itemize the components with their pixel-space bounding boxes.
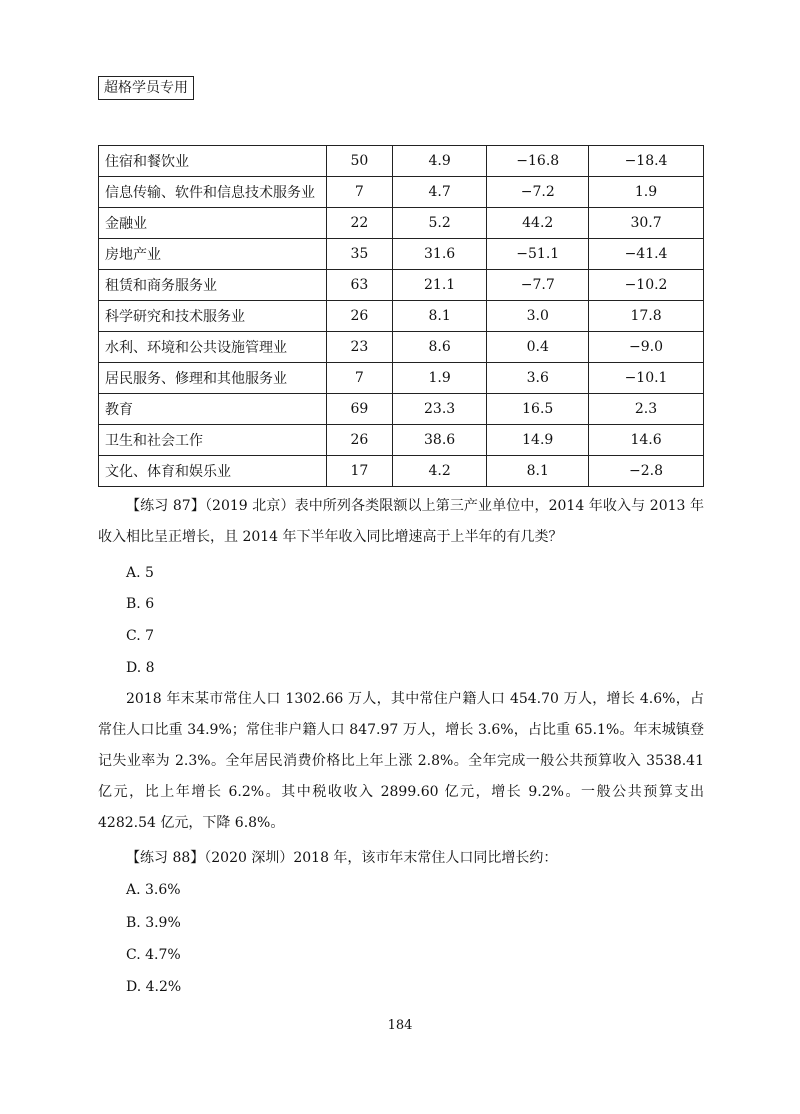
table-row: [99, 301, 704, 332]
table-cell: 17: [326, 456, 392, 487]
table-cell: 69: [326, 394, 392, 425]
table-cell: −9.0: [589, 332, 704, 363]
table-cell: 3.6: [487, 363, 589, 394]
table-cell: 50: [326, 146, 392, 177]
q87-option-d[interactable]: D. 8: [126, 660, 155, 676]
table-cell: 23.3: [392, 394, 487, 425]
row-label: 文化、体育和娱乐业: [99, 456, 327, 487]
row-label: 科学研究和技术服务业: [99, 301, 327, 332]
row-label: 卫生和社会工作: [99, 425, 327, 456]
q87-option-b[interactable]: B. 6: [126, 596, 155, 612]
table-cell: −2.8: [589, 456, 704, 487]
q88-option-d[interactable]: D. 4.2%: [126, 979, 182, 995]
table-cell: 44.2: [487, 208, 589, 239]
table-cell: 23: [326, 332, 392, 363]
row-label: 居民服务、修理和其他服务业: [99, 363, 327, 394]
q87-option-c[interactable]: C. 7: [126, 628, 155, 644]
table-cell: −7.2: [487, 177, 589, 208]
table-row: [99, 363, 704, 394]
table-cell: −16.8: [487, 146, 589, 177]
table-cell: 17.8: [589, 301, 704, 332]
table-cell: 3.0: [487, 301, 589, 332]
table-row: [99, 425, 704, 456]
table-cell: 4.7: [392, 177, 487, 208]
table-cell: 1.9: [589, 177, 704, 208]
table-cell: 35: [326, 239, 392, 270]
table-cell: 5.2: [392, 208, 487, 239]
table-cell: 8.1: [392, 301, 487, 332]
table-cell: 38.6: [392, 425, 487, 456]
row-label: 教育: [99, 394, 327, 425]
table-row: [99, 394, 704, 425]
table-row: [99, 177, 704, 208]
table-cell: 30.7: [589, 208, 704, 239]
industry-data-table: [98, 145, 704, 487]
page-number: 184: [387, 1018, 413, 1033]
row-label: 住宿和餐饮业: [99, 146, 327, 177]
table-cell: −10.2: [589, 270, 704, 301]
table-cell: 7: [326, 363, 392, 394]
table-cell: 4.2: [392, 456, 487, 487]
table-cell: 21.1: [392, 270, 487, 301]
table-cell: 22: [326, 208, 392, 239]
table-cell: 7: [326, 177, 392, 208]
table-cell: 8.1: [487, 456, 589, 487]
question-88-text: 【练习 88】（2020 深圳）2018 年，该市年末常住人口同比增长约：: [126, 850, 558, 866]
table-row: [99, 456, 704, 487]
table-cell: 1.9: [392, 363, 487, 394]
row-label: 房地产业: [99, 239, 327, 270]
q88-option-a[interactable]: A. 3.6%: [126, 882, 181, 898]
row-label: 信息传输、软件和信息技术服务业: [99, 177, 327, 208]
table-cell: −41.4: [589, 239, 704, 270]
row-label: 金融业: [99, 208, 327, 239]
table-cell: 26: [326, 301, 392, 332]
table-row: [99, 146, 704, 177]
table-cell: 16.5: [487, 394, 589, 425]
table-cell: 63: [326, 270, 392, 301]
table-cell: −10.1: [589, 363, 704, 394]
table-cell: 8.6: [392, 332, 487, 363]
table-cell: 31.6: [392, 239, 487, 270]
watermark-stamp: 超格学员专用: [98, 76, 194, 100]
row-label: 水利、环境和公共设施管理业: [99, 332, 327, 363]
table-row: [99, 270, 704, 301]
table-cell: −7.7: [487, 270, 589, 301]
table-cell: −51.1: [487, 239, 589, 270]
table-row: [99, 332, 704, 363]
table-cell: −18.4: [589, 146, 704, 177]
q87-option-a[interactable]: A. 5: [126, 565, 154, 581]
table-row: [99, 239, 704, 270]
q88-option-b[interactable]: B. 3.9%: [126, 915, 181, 931]
table-cell: 2.3: [589, 394, 704, 425]
q88-option-c[interactable]: C. 4.7%: [126, 947, 181, 963]
table-cell: 0.4: [487, 332, 589, 363]
data-passage: 2018 年末某市常住人口 1302.66 万人，其中常住户籍人口 454.70 万人，增长 4.6%，占常住人口比重 34.9%；常住非户籍人口 847.97 万人，增长 3.6%，占比重 65.1%。年末城镇登记失业率为 2.3%。全年居民消费价格比上年上涨 2.8%。全年完成一般公共预算收入 3538.41 亿元，比上年增长 6.2%。其中税收收入 2899.60 亿元，增长 9.2%。一般公共预算支出 4282.54 亿元，下降 6.8%。: [98, 691, 704, 831]
table-cell: 26: [326, 425, 392, 456]
row-label: 租赁和商务服务业: [99, 270, 327, 301]
table-cell: 4.9: [392, 146, 487, 177]
question-87-text: 【练习 87】（2019 北京）表中所列各类限额以上第三产业单位中，2014 年收入与 2013 年收入相比呈正增长，且 2014 年下半年收入同比增速高于上半年的有几类？: [98, 498, 704, 545]
table-row: [99, 208, 704, 239]
table-cell: 14.6: [589, 425, 704, 456]
table-cell: 14.9: [487, 425, 589, 456]
